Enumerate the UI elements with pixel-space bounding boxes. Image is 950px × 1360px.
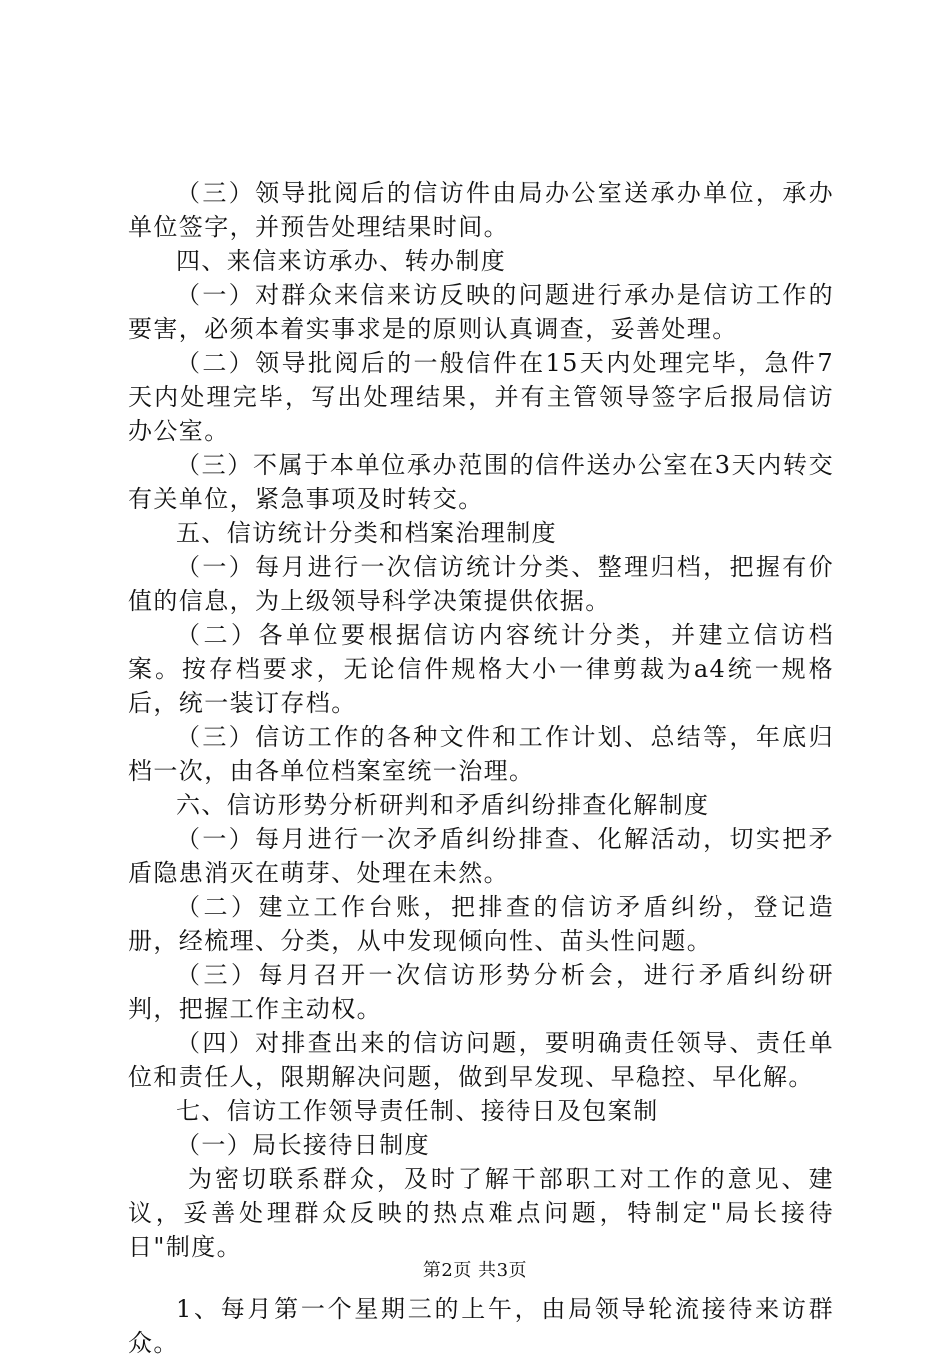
page-number-footer: 第2页 共3页 [422,1260,528,1281]
paragraph-5-3: （三）信访工作的各种文件和工作计划、总结等，年底归档一次，由各单位档案室统一治理。 [128,723,834,785]
paragraph-6-1: （一）每月进行一次矛盾纠纷排查、化解活动，切实把矛盾隐患消灭在萌芽、处理在未然。 [128,825,834,887]
paragraph-7-1-intro: 为密切联系群众，及时了解干部职工对工作的意见、建议，妥善处理群众反映的热点难点问题，特制定"局长接待日"制度。 [128,1165,834,1261]
paragraph-7-1-item-1: 1、每月第一个星期三的上午，由局领导轮流接待来访群众。 [128,1295,834,1357]
document-body [128,176,834,1360]
paragraph-5-2: （二）各单位要根据信访内容统计分类，并建立信访档案。按存档要求，无论信件规格大小一律剪裁为a4统一规格后，统一装订存档。 [128,621,834,717]
paragraph-6-2: （二）建立工作台账，把排查的信访矛盾纠纷，登记造册，经梳理、分类，从中发现倾向性、苗头性问题。 [128,893,834,955]
paragraph-5-1: （一）每月进行一次信访统计分类、整理归档，把握有价值的信息，为上级领导科学决策提供依据。 [128,553,834,615]
paragraph-6-4: （四）对排查出来的信访问题，要明确责任领导、责任单位和责任人，限期解决问题，做到早发现、早稳控、早化解。 [128,1029,834,1091]
paragraph-3-1: （三）领导批阅后的信访件由局办公室送承办单位，承办单位签字，并预告处理结果时间。 [128,179,834,241]
paragraph-4-3: （三）不属于本单位承办范围的信件送办公室在3天内转交有关单位，紧急事项及时转交。 [128,451,834,513]
paragraph-4-2: （二）领导批阅后的一般信件在15天内处理完毕，急件7天内处理完毕，写出处理结果，并有主管领导签字后报局信访办公室。 [128,349,834,445]
paragraph-6-3: （三）每月召开一次信访形势分析会，进行矛盾纠纷研判，把握工作主动权。 [128,961,834,1023]
section-heading-6: 六、信访形势分析研判和矛盾纠纷排查化解制度 [176,791,710,819]
section-heading-7: 七、信访工作领导责任制、接待日及包案制 [176,1097,659,1125]
subsection-heading-7-1: （一）局长接待日制度 [176,1131,430,1159]
paragraph-4-1: （一）对群众来信来访反映的问题进行承办是信访工作的要害，必须本着实事求是的原则认真调查，妥善处理。 [128,281,834,343]
section-heading-5: 五、信访统计分类和档案治理制度 [176,519,557,547]
section-heading-4: 四、来信来访承办、转办制度 [176,247,507,275]
